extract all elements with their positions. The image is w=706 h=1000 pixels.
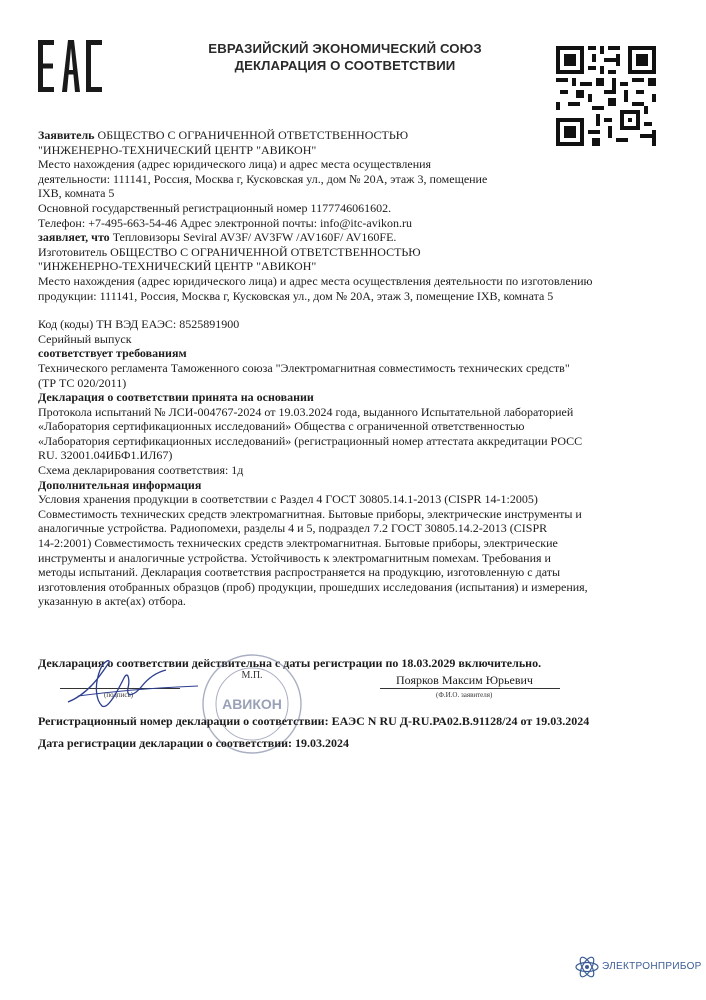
- additional-label: Дополнительная информация: [38, 477, 202, 492]
- requirements-line-1: Технического регламента Таможенного союза "Электромагнитная совместимость технических средств": [38, 360, 570, 375]
- additional-line-6: методы испытаний. Декларация соответствия распространяется на продукцию, изготовленную с даты: [38, 565, 561, 580]
- registration-number: Регистрационный номер декларации о соответствии: ЕАЭС N RU Д-RU.РА02.В.91128/24 от 19.03.2024: [38, 714, 590, 728]
- manufacturer-address-1: Место нахождения (адрес юридического лица) и адрес места осуществления деятельности по изготовлению: [38, 273, 593, 288]
- validity-statement: Декларация о соответствии действительна с даты регистрации по 18.03.2029 включительно.: [38, 656, 542, 670]
- basis-line-4: RU. 32001.04ИБФ1.ИЛ67): [38, 448, 173, 463]
- additional-line-1: Условия хранения продукции в соответствии с Раздел 4 ГОСТ 30805.14.1-2013 (CISPR 14-1:2005): [38, 492, 538, 507]
- requirements-label: соответствует требованиям: [38, 346, 187, 361]
- declares-label: заявляет, что: [38, 230, 110, 245]
- declares-line: [38, 230, 678, 245]
- additional-line-8: указанную в акте(ах) отбора.: [38, 594, 186, 609]
- additional-line-3: аналогичные устройства. Радиопомехи, разделы 4 и 5, подраздел 7.2 ГОСТ 30805.14.2-2013 (CISPR: [38, 521, 548, 536]
- applicant-address-2: деятельности: 111141, Россия, Москва г, Кусковская ул., дом № 20А, этаж 3, помещение: [38, 171, 488, 186]
- declares-product: Тепловизоры Seviral AV3F/ AV3FW /AV160F/ AV160FE.: [109, 230, 397, 245]
- handwritten-signature: [58, 656, 208, 712]
- applicant-address-3: IXB, комната 5: [38, 186, 115, 201]
- applicant-line: [38, 128, 678, 143]
- applicant-ogrn: Основной государственный регистрационный номер 1177746061602.: [38, 200, 392, 215]
- stamp-text: АВИКОН: [222, 696, 282, 712]
- additional-line-2: Совместимость технических средств электромагнитная. Бытовые приборы, электрические инструменты и: [38, 506, 582, 521]
- header-title: ДЕКЛАРАЦИЯ О СООТВЕТСТВИИ: [234, 58, 456, 73]
- stamp-mp: М.П.: [241, 670, 263, 681]
- applicant-address-1: Место нахождения (адрес юридического лица) и адрес места осуществления: [38, 157, 432, 172]
- manufacturer-line-1: Изготовитель ОБЩЕСТВО С ОГРАНИЧЕННОЙ ОТВЕТСТВЕННОСТЬЮ: [38, 244, 421, 259]
- manufacturer-line-2: "ИНЖЕНЕРНО-ТЕХНИЧЕСКИЙ ЦЕНТР "АВИКОН": [38, 259, 317, 274]
- additional-line-4: 14-2:2001) Совместимость технических средств электромагнитная. Бытовые приборы, электрические: [38, 536, 558, 551]
- serial-production: Серийный выпуск: [38, 331, 132, 346]
- name-caption: (Ф.И.О. заявителя): [436, 691, 493, 699]
- hs-code: Код (коды) ТН ВЭД ЕАЭС: 8525891900: [38, 317, 240, 332]
- additional-line-7: изготовления отобранных образцов (проб) продукции, прошедших исследования (испытания) и измерения,: [38, 579, 588, 594]
- applicant-contacts: Телефон: +7-495-663-54-46 Адрес электронной почты: info@itc-avikon.ru: [38, 215, 413, 230]
- manufacturer-address-2: продукции: 111141, Россия, Москва г, Кусковская ул., дом № 20А, этаж 3, помещение IXB, комната 5: [38, 288, 554, 303]
- atom-icon: [574, 954, 600, 980]
- signature-caption: (подпись): [104, 691, 134, 699]
- basis-scheme: Схема декларирования соответствия: 1д: [38, 463, 244, 478]
- applicant-label: Заявитель: [38, 128, 95, 142]
- document-header: [140, 40, 550, 74]
- footer-logo[interactable]: [574, 950, 704, 986]
- additional-line-5: инструменты и аналогичные устройства. Устойчивость к электромагнитным помехам. Требования и: [38, 550, 551, 565]
- basis-label: Декларация о соответствии принята на основании: [38, 390, 314, 405]
- name-line: [380, 688, 560, 689]
- declaration-body: [38, 128, 678, 609]
- applicant-name-1: ОБЩЕСТВО С ОГРАНИЧЕННОЙ ОТВЕТСТВЕННОСТЬЮ: [94, 128, 409, 142]
- requirements-line-2: (ТР ТС 020/2011): [38, 375, 127, 390]
- basis-line-2: «Лаборатория сертификационных исследований» Общества с ограниченной ответственностью: [38, 419, 525, 434]
- applicant-name-2: "ИНЖЕНЕРНО-ТЕХНИЧЕСКИЙ ЦЕНТР "АВИКОН": [38, 142, 317, 157]
- basis-line-1: Протокола испытаний № ЛСИ-004767-2024 от 19.03.2024 года, выданного Испытательной лабораторией: [38, 404, 574, 419]
- registration-date: Дата регистрации декларации о соответствии: 19.03.2024: [38, 736, 350, 750]
- signatory-name: Поярков Максим Юрьевич: [396, 673, 533, 687]
- eac-logo: [38, 40, 102, 92]
- header-union: ЕВРАЗИЙСКИЙ ЭКОНОМИЧЕСКИЙ СОЮЗ: [208, 41, 482, 56]
- basis-line-3: «Лаборатория сертификационных исследований» (регистрационный номер аттестата аккредитации РОСС: [38, 433, 583, 448]
- footer-logo-text: ЭЛЕКТРОНПРИБОР: [602, 961, 702, 972]
